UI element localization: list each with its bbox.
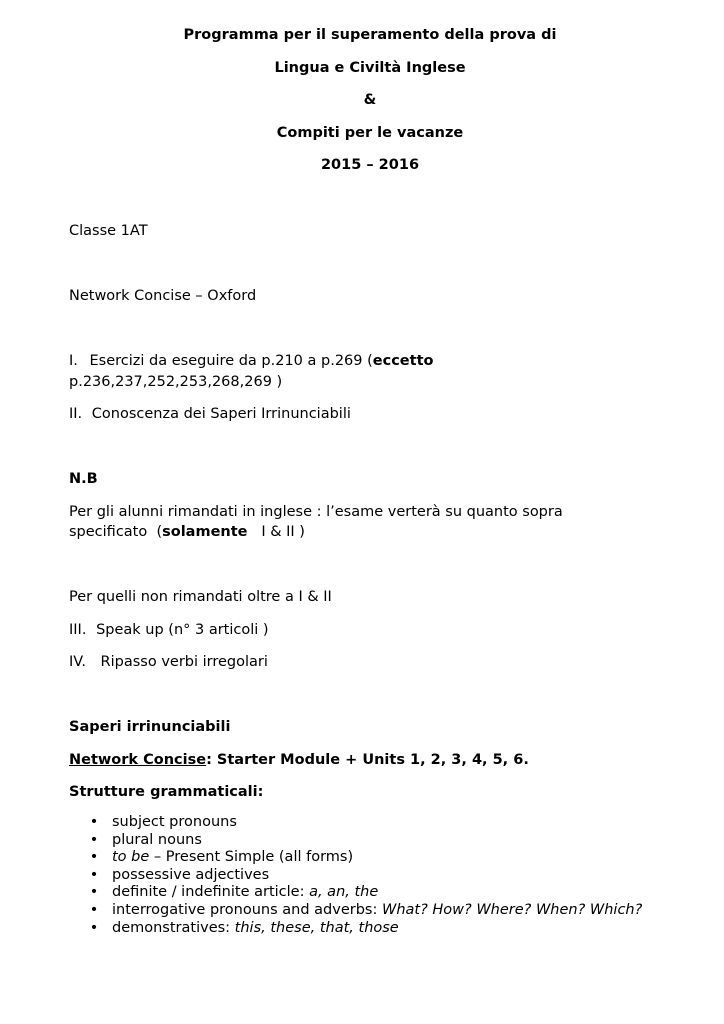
nb-line-2-emphasis: solamente [162,524,248,540]
title-line-5: 2015 – 2016 [320,157,420,173]
list-item [69,884,642,902]
list-item [69,867,642,885]
item-2-text: Conoscenza dei Saperi Irrinunciabili [91,406,351,422]
list-item-italic: What? How? Where? When? Which? [381,901,643,918]
bullet-icon: • [89,849,99,866]
item-1-number: I. [69,353,78,369]
bullet-icon: • [89,831,99,848]
saperi-heading: Saperi irrinunciabili [69,719,231,735]
item-4-text: Ripasso verbi irregolari [100,654,268,670]
list-item-text: definite / indefinite article: [112,884,310,901]
bullet-icon: • [89,884,99,901]
textbook-label: Network Concise – Oxford [69,288,257,304]
list-item [69,832,642,850]
title-line-4: Compiti per le vacanze [276,125,464,141]
nb-line-2-post: I & II ) [247,524,305,540]
title-line-3: & [363,92,377,108]
list-item [69,902,642,920]
bullet-icon: • [89,901,99,918]
item-1-text: Esercizi da eseguire da p.210 a p.269 ( [89,353,373,369]
item-1 [69,351,433,371]
nb-line-2 [69,522,305,542]
nb-line-1: Per gli alunni rimandati in inglese : l’esame verterà su quanto sopra [69,504,563,520]
nb-line-3: Per quelli non rimandati oltre a I & II [69,589,332,605]
bullet-icon: • [89,919,99,936]
list-item [69,920,642,938]
list-item-italic: this, these, that, those [234,919,399,936]
item-1-emphasis: eccetto [372,353,434,369]
list-item [69,814,642,832]
class-label: Classe 1AT [69,223,148,239]
list-item-text: interrogative pronouns and adverbs: [112,901,382,918]
network-line [69,750,529,770]
network-concise-underlined: Network Concise [69,752,207,768]
network-units: : Starter Module + Units 1, 2, 3, 4, 5, 6. [206,752,529,768]
list-item-text: – Present Simple (all forms) [149,849,354,866]
list-item-text: subject pronouns [112,814,237,830]
list-item-text: plural nouns [112,831,202,848]
item-1-continuation: p.236,237,252,253,268,269 ) [69,374,283,390]
item-4 [69,652,268,672]
item-3-number: III. [69,622,87,638]
list-item-italic: a, an, the [309,884,379,901]
nb-line-2-pre: specificato ( [69,524,163,540]
bullet-icon: • [89,866,99,883]
list-item-text: possessive adjectives [112,866,270,883]
item-2 [69,404,351,424]
title-line-2: Lingua e Civiltà Inglese [274,60,466,76]
bullet-icon: • [89,814,99,830]
nb-heading: N.B [69,471,98,487]
title-line-1: Programma per il superamento della prova di [183,27,557,43]
list-item-italic: to be [112,849,150,866]
grammar-structures-list [69,814,642,937]
strutture-heading: Strutture grammaticali: [69,784,264,800]
item-2-number: II. [69,406,83,422]
item-4-number: IV. [69,654,86,670]
item-3-text: Speak up (n° 3 articoli ) [96,622,269,638]
list-item-text: demonstratives: [112,919,235,936]
list-item [69,849,642,867]
item-3 [69,620,269,640]
